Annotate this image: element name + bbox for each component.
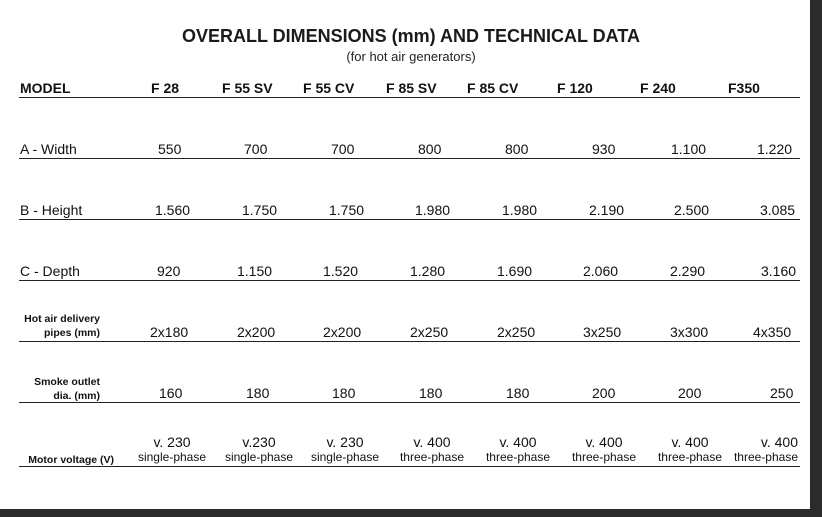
cell-width-f28: 550: [158, 141, 182, 157]
motor-phase-f120: three-phase: [571, 450, 637, 464]
cell-width-f120: 930: [592, 141, 616, 157]
row-label-smoke-line2: dia. (mm): [53, 390, 100, 402]
cell-motor-f55cv: [307, 435, 383, 465]
model-header-f55cv: F 55 CV: [303, 80, 355, 96]
cell-depth-f240: 2.290: [670, 263, 706, 279]
cell-depth-f120: 2.060: [583, 263, 619, 279]
page-title: OVERALL DIMENSIONS (mm) AND TECHNICAL DATA: [181, 26, 640, 46]
row-label-width: A - Width: [20, 141, 77, 157]
cell-motor-f120: [566, 435, 642, 465]
cell-depth-f28: 920: [157, 263, 181, 279]
model-header-f85sv: F 85 SV: [386, 80, 437, 96]
row-label-motor-voltage: Motor voltage (V): [28, 454, 114, 466]
cell-width-f240: 1.100: [671, 141, 707, 157]
motor-phase-f55sv: single-phase: [224, 450, 294, 464]
model-header-f55sv: F 55 SV: [222, 80, 273, 96]
cell-pipes-f120: 3x250: [583, 324, 622, 340]
row-rule-smoke: [19, 402, 800, 403]
cell-motor-f350: [728, 435, 798, 465]
row-label-depth: C - Depth: [20, 263, 80, 279]
motor-voltage-f85cv: v. 400: [499, 434, 537, 450]
cell-smoke-f85sv: 180: [419, 385, 443, 401]
cell-depth-f55cv: 1.520: [323, 263, 359, 279]
row-label-pipes-line1: Hot air delivery: [24, 313, 100, 325]
cell-width-f350: 1.220: [757, 141, 793, 157]
cell-pipes-f240: 3x300: [670, 324, 709, 340]
motor-phase-f85sv: three-phase: [399, 450, 465, 464]
model-header-f120: F 120: [557, 80, 593, 96]
cell-smoke-f350: 250: [770, 385, 794, 401]
cell-smoke-f28: 160: [159, 385, 183, 401]
cell-height-f85cv: 1.980: [502, 202, 538, 218]
motor-voltage-f55sv: v.230: [242, 434, 276, 450]
cell-motor-f85sv: [394, 435, 470, 465]
page-subtitle: (for hot air generators): [346, 49, 476, 64]
model-header-f240: F 240: [640, 80, 676, 96]
cell-height-f55cv: 1.750: [329, 202, 365, 218]
model-header-f85cv: F 85 CV: [467, 80, 519, 96]
cell-width-f55cv: 700: [331, 141, 355, 157]
header-rule: [19, 97, 800, 98]
row-rule-depth: [19, 280, 800, 281]
model-header-f350: F350: [728, 80, 760, 96]
cell-depth-f85sv: 1.280: [410, 263, 446, 279]
cell-width-f85sv: 800: [418, 141, 442, 157]
motor-voltage-f55cv: v. 230: [326, 434, 364, 450]
row-label-pipes: [20, 312, 100, 340]
motor-voltage-f85sv: v. 400: [413, 434, 451, 450]
row-rule-height: [19, 219, 800, 220]
motor-voltage-f240: v. 400: [671, 434, 709, 450]
cell-smoke-f55cv: 180: [332, 385, 356, 401]
motor-voltage-f350: v. 400: [760, 434, 798, 450]
row-label-smoke-line1: Smoke outlet: [34, 376, 100, 388]
motor-phase-f350: three-phase: [733, 450, 798, 464]
row-label-pipes-line2: pipes (mm): [43, 327, 100, 339]
cell-smoke-f85cv: 180: [506, 385, 530, 401]
cell-width-f55sv: 700: [244, 141, 268, 157]
cell-pipes-f55cv: 2x200: [323, 324, 362, 340]
cell-height-f240: 2.500: [674, 202, 710, 218]
motor-voltage-f120: v. 400: [585, 434, 623, 450]
cell-height-f350: 3.085: [760, 202, 796, 218]
cell-motor-f85cv: [480, 435, 556, 465]
motor-voltage-f28: v. 230: [153, 434, 191, 450]
cell-pipes-f85cv: 2x250: [497, 324, 536, 340]
cell-depth-f55sv: 1.150: [237, 263, 273, 279]
cell-motor-f28: [134, 435, 210, 465]
row-rule-width: [19, 158, 800, 159]
motor-phase-f85cv: three-phase: [485, 450, 551, 464]
cell-height-f85sv: 1.980: [415, 202, 451, 218]
cell-pipes-f28: 2x180: [150, 324, 189, 340]
cell-smoke-f120: 200: [592, 385, 616, 401]
cell-height-f120: 2.190: [589, 202, 625, 218]
cell-depth-f350: 3.160: [761, 263, 797, 279]
cell-motor-f55sv: [221, 435, 297, 465]
cell-height-f28: 1.560: [155, 202, 191, 218]
row-label-smoke: [20, 375, 100, 403]
cell-width-f85cv: 800: [505, 141, 529, 157]
motor-phase-f55cv: single-phase: [310, 450, 380, 464]
cell-depth-f85cv: 1.690: [497, 263, 533, 279]
cell-motor-f240: [653, 435, 727, 465]
model-header-label: MODEL: [20, 80, 71, 96]
cell-smoke-f240: 200: [678, 385, 702, 401]
cell-smoke-f55sv: 180: [246, 385, 270, 401]
row-rule-motor: [19, 466, 800, 467]
cell-pipes-f55sv: 2x200: [237, 324, 276, 340]
row-label-height: B - Height: [20, 202, 83, 218]
motor-phase-f28: single-phase: [137, 450, 207, 464]
cell-pipes-f350: 4x350: [753, 324, 792, 340]
cell-height-f55sv: 1.750: [242, 202, 278, 218]
model-header-f28: F 28: [151, 80, 180, 96]
cell-pipes-f85sv: 2x250: [410, 324, 449, 340]
motor-phase-f240: three-phase: [657, 450, 723, 464]
row-rule-pipes: [19, 341, 800, 342]
